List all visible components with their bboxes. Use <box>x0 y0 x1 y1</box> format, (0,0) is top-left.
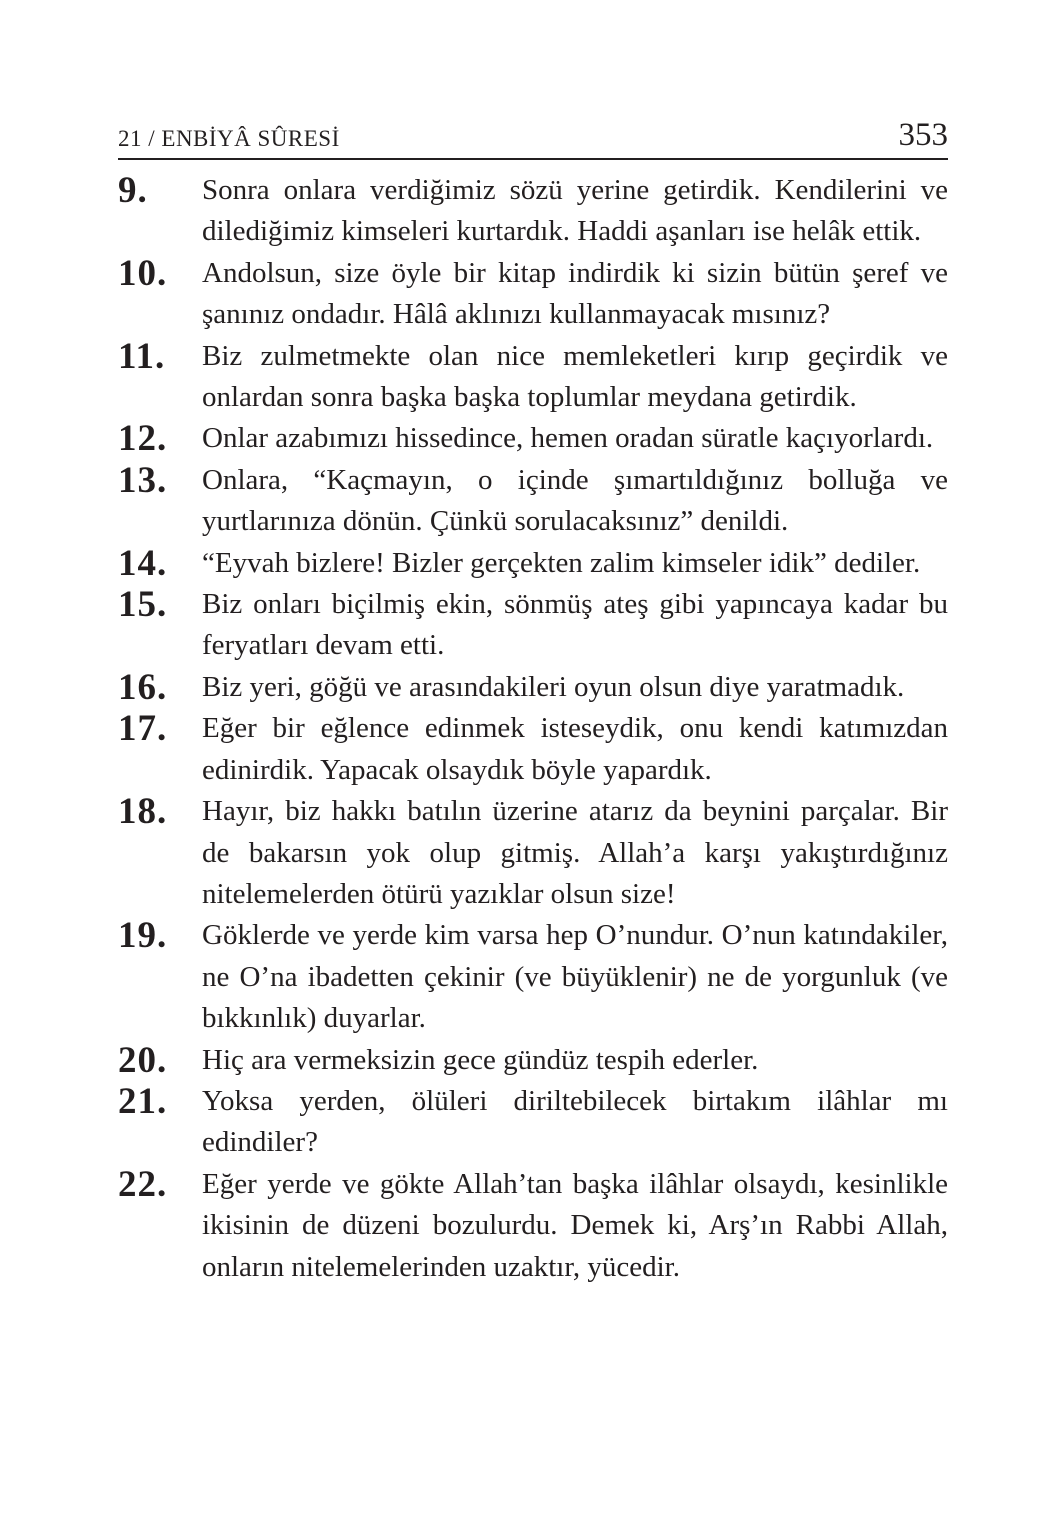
verse-item <box>118 418 948 459</box>
verse-number: 18. <box>118 791 168 833</box>
verse-number: 16. <box>118 666 168 708</box>
running-header <box>118 112 948 160</box>
verse-text: Biz onları biçilmiş ekin, sönmüş ateş gibi yapıncaya kadar bu feryatları devam etti. <box>202 588 948 662</box>
verse-number: 11. <box>118 335 166 377</box>
verse-text: Eğer yerde ve gökte Allah’tan başka ilâhlar olsaydı, kesinlikle ikisinin de düzeni bozulurdu. Demek ki, Arş’ın Rabbi Allah, onların nitelemelerinden uzaktır, yücedir. <box>202 1167 948 1283</box>
page-number: 353 <box>898 117 948 153</box>
verse-number: 14. <box>118 542 168 584</box>
verse-text: Eğer bir eğlence edinmek isteseydik, onu kendi katımızdan edinirdik. Yapacak olsaydık böyle yapardık. <box>202 712 948 786</box>
verse-item <box>118 543 948 584</box>
verse-item <box>118 584 948 667</box>
verse-list <box>118 170 948 1288</box>
verse-number: 22. <box>118 1163 168 1205</box>
verse-number: 19. <box>118 915 168 957</box>
verse-text: Onlar azabımızı hissedince, hemen oradan süratle kaçıyorlardı. <box>202 422 934 455</box>
verse-number: 15. <box>118 584 168 626</box>
verse-text: Sonra onlara verdiğimiz sözü yerine getirdik. Kendilerini ve dilediğimiz kimseleri kurtardık. Haddi aşanları ise helâk ettik. <box>202 174 948 248</box>
verse-number: 12. <box>118 418 168 460</box>
verse-text: Biz yeri, göğü ve arasındakileri oyun olsun diye yaratmadık. <box>202 670 905 703</box>
verse-item <box>118 791 948 915</box>
verse-item <box>118 253 948 336</box>
verse-number: 10. <box>118 252 168 294</box>
verse-text: Andolsun, size öyle bir kitap indirdik ki sizin bütün şeref ve şanınız ondadır. Hâlâ aklınızı kullanmayacak mısınız? <box>202 256 948 331</box>
verse-item <box>118 460 948 543</box>
verse-item <box>118 708 948 791</box>
verse-text: Onlara, “Kaçmayın, o içinde şımartıldığınız bolluğa ve yurtlarınıza dönün. Çünkü sorulacaksınız” denildi. <box>202 463 948 538</box>
verse-number: 20. <box>118 1039 168 1081</box>
verse-item <box>118 170 948 253</box>
verse-number: 9. <box>118 170 148 211</box>
verse-text: Hayır, biz hakkı batılın üzerine atarız da beynini parçalar. Bir de bakarsın yok olup gitmiş. Allah’a karşı yakıştırdığınız nitelemelerden ötürü yazıklar olsun size! <box>202 795 948 910</box>
verse-number: 17. <box>118 708 168 750</box>
surah-title: 21 / ENBİYÂ SÛRESİ <box>118 126 340 151</box>
verse-number: 21. <box>118 1080 168 1122</box>
verse-item <box>118 1164 948 1288</box>
verse-text: Biz zulmetmekte olan nice memleketleri kırıp geçirdik ve onlardan sonra başka başka toplumlar meydana getirdik. <box>202 339 948 414</box>
verse-item <box>118 1081 948 1164</box>
verse-item <box>118 1040 948 1081</box>
verse-item <box>118 336 948 419</box>
verse-text: “Eyvah bizlere! Bizler gerçekten zalim kimseler idik” dediler. <box>202 546 921 579</box>
verse-text: Yoksa yerden, ölüleri diriltebilecek birtakım ilâhlar mı edindiler? <box>202 1084 948 1159</box>
verse-text: Göklerde ve yerde kim varsa hep O’nundur. O’nun katındakiler, ne O’na ibadetten çekinir (ve büyüklenir) ne de yorgunluk (ve bıkkınlık) duyarlar. <box>202 919 948 1035</box>
book-page <box>118 0 948 1536</box>
verse-number: 13. <box>118 459 168 501</box>
verse-item <box>118 667 948 708</box>
verse-text: Hiç ara vermeksizin gece gündüz tespih ederler. <box>202 1043 759 1076</box>
verse-item <box>118 915 948 1039</box>
